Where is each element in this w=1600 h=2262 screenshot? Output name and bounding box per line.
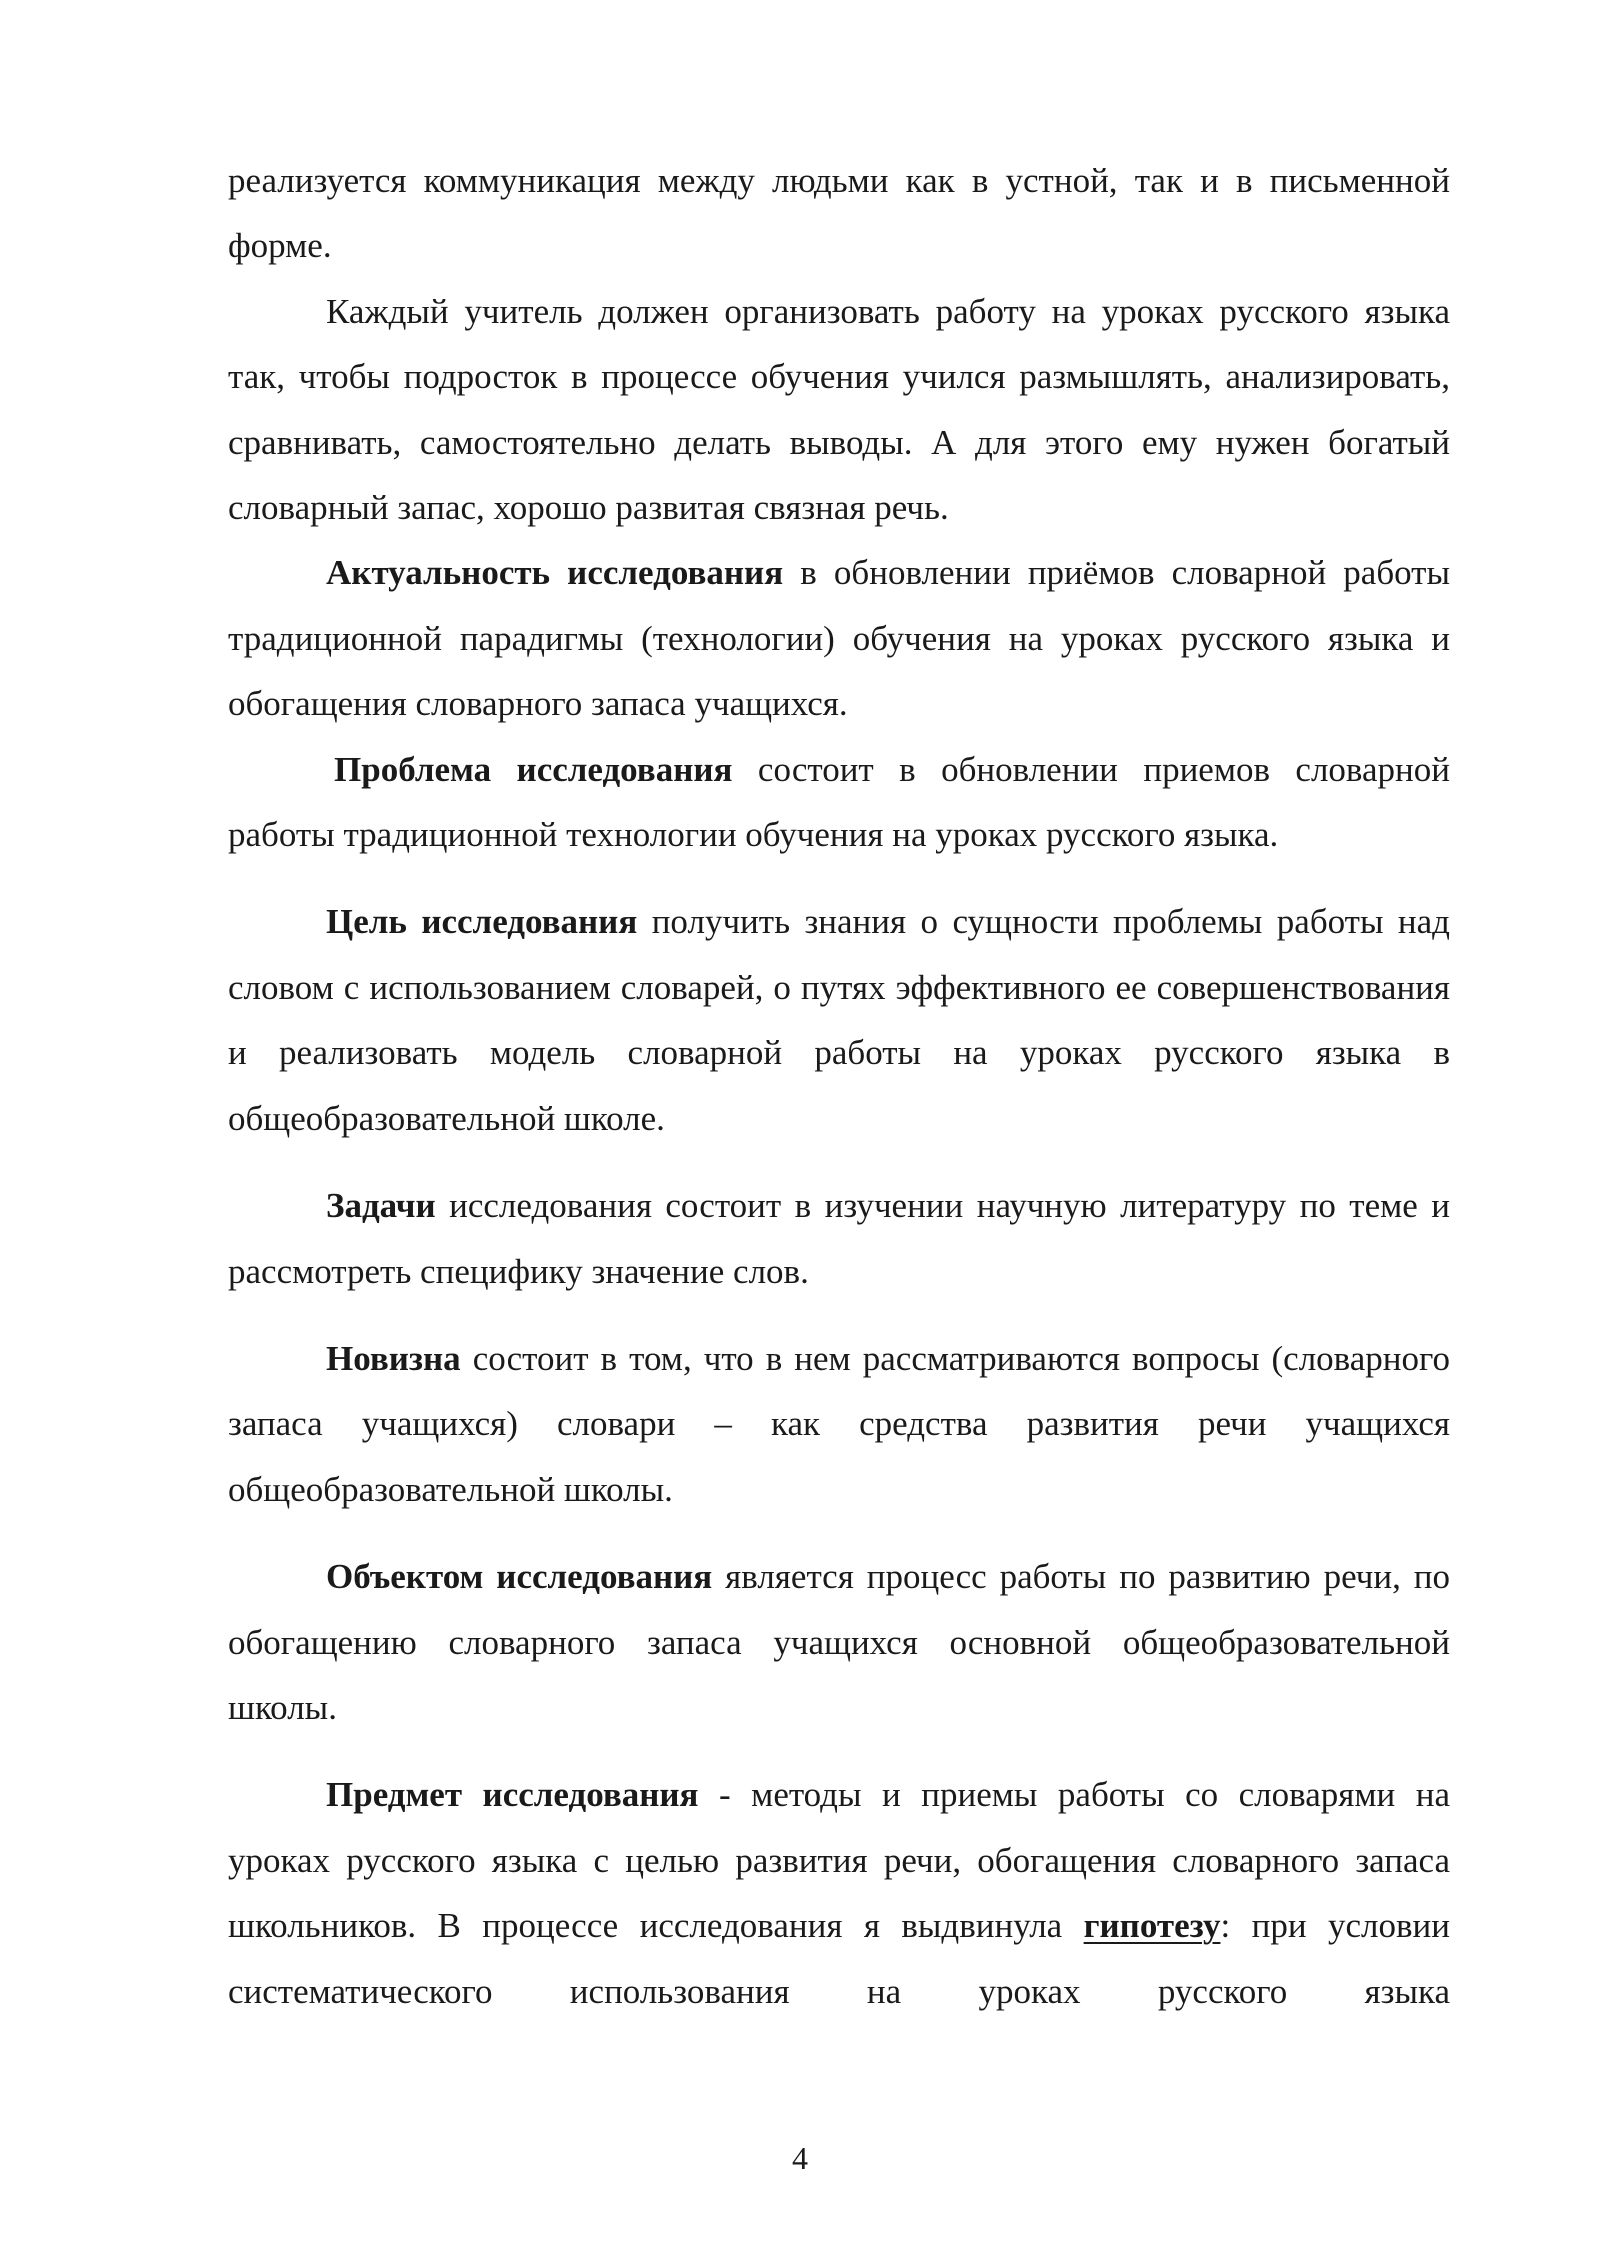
paragraph-text: состоит в обновлении приемов словарной работы традиционной технологии обучения на уроках русского языка. [228, 749, 1450, 855]
paragraph-teacher [228, 279, 1450, 541]
term-subject: Предмет исследования [326, 1775, 699, 1815]
paragraph-text: реализуется коммуникация между людьми как в устной, так и в письменной форме. [228, 161, 1450, 266]
term-novelty: Новизна [326, 1338, 461, 1378]
paragraph-text: получить знания о сущности проблемы работы над словом с использованием словарей, о путях эффективного ее совершенствования и реализовать модель словарной работы на уроках русского языка в общеобразовательной школе. [228, 902, 1450, 1138]
paragraph-problem [228, 737, 1450, 868]
paragraph-text: является процесс работы по развитию речи, по обогащению словарного запаса учащихся основной общеобразовательной школы. [228, 1557, 1451, 1727]
paragraph-text: Каждый учитель должен организовать работу на уроках русского языка так, чтобы подросток в процессе обучения учился размышлять, анализировать, сравнивать, самостоятельно делать выводы. А для этого ему нужен богатый словарный запас, хорошо развитая связная речь. [228, 291, 1450, 528]
paragraph-tasks [228, 1173, 1450, 1304]
paragraph-text: исследования состоит в изучении научную литературу по теме и рассмотреть специфику значение слов. [228, 1186, 1450, 1291]
document-body [228, 148, 1450, 2024]
term-problem: Проблема исследования [334, 749, 733, 789]
paragraph-text: : при условии систематического использования на уроках русского языка [228, 1906, 1450, 2011]
paragraph-object [228, 1544, 1450, 1740]
paragraph-communication [228, 148, 1450, 279]
paragraph-goal [228, 889, 1450, 1151]
term-relevance: Актуальность исследования [326, 553, 784, 593]
paragraph-novelty [228, 1326, 1450, 1522]
page-number: 4 [792, 2140, 808, 2176]
term-tasks: Задачи [326, 1186, 436, 1226]
term-object: Объектом исследования [326, 1557, 713, 1597]
paragraph-subject [228, 1762, 1450, 2024]
term-goal: Цель исследования [326, 902, 638, 942]
paragraph-text: - методы и приемы работы со словарями на уроках русского языка с целью развития речи, обогащения словарного запаса школьников. В процессе исследования я выдвинула [228, 1775, 1451, 1946]
paragraph-text: состоит в том, что в нем рассматриваются вопросы (словарного запаса учащихся) словари – как средства развития речи учащихся общеобразовательной школы. [228, 1338, 1450, 1509]
paragraph-relevance [228, 540, 1450, 736]
term-hypothesis: гипотезу [1083, 1906, 1221, 1946]
paragraph-text: в обновлении приёмов словарной работы традиционной парадигмы (технологии) обучения на уроках русского языка и обогащения словарного запаса учащихся. [228, 553, 1450, 724]
